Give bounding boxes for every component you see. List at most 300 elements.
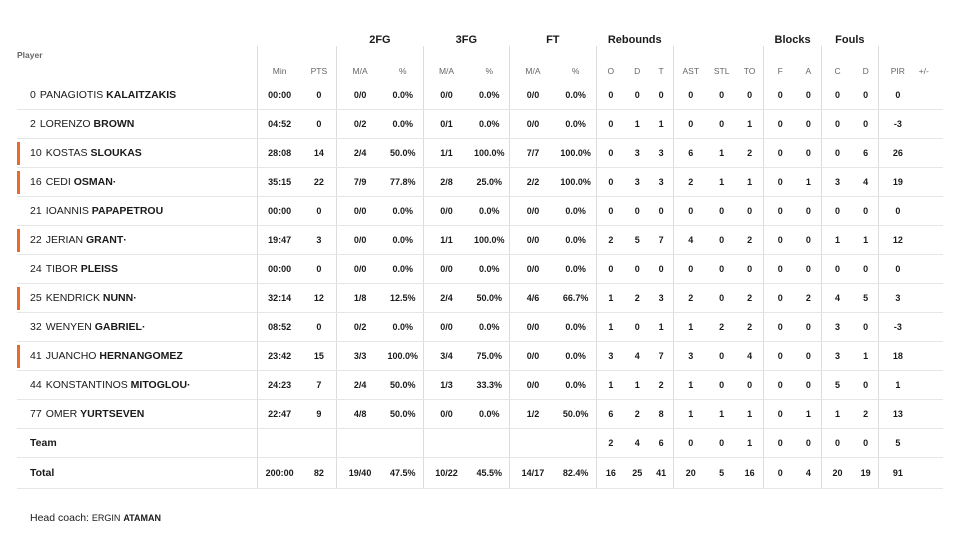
cell-reb-d: 25	[625, 458, 649, 489]
head-coach-first-name: ERGIN	[91, 513, 121, 523]
cell-ft-pct: 0.0%	[556, 371, 596, 400]
cell-min: 200:00	[257, 458, 301, 489]
cell-min: 35:15	[257, 168, 301, 197]
cell-stl: 5	[708, 458, 736, 489]
player-number: 0	[30, 89, 36, 101]
cell-to: 0	[736, 81, 764, 110]
cell-reb-d: 4	[625, 429, 649, 458]
cell-blk-f: 0	[764, 371, 796, 400]
cell-pts: 22	[302, 168, 337, 197]
cell-ast: 0	[673, 81, 707, 110]
group-rebounds: Rebounds	[607, 34, 662, 46]
cell-3fg-pct: 0.0%	[469, 197, 509, 226]
player-number: 41	[30, 350, 42, 362]
boxscore	[17, 28, 943, 489]
player-first-name: JERIAN	[45, 234, 84, 246]
cell-to: 1	[736, 429, 764, 458]
cell-plus-minus	[917, 313, 943, 342]
cell-3fg-ma: 3/4	[423, 342, 469, 371]
cell-reb-d: 0	[625, 197, 649, 226]
cell-foul-c: 0	[821, 429, 853, 458]
player-last-name: PLEISS	[80, 263, 119, 275]
cell-reb-o: 0	[596, 168, 625, 197]
cell-pir: 3	[879, 284, 917, 313]
cell-reb-t: 0	[649, 81, 673, 110]
cell-reb-t: 0	[649, 197, 673, 226]
cell-3fg-pct: 0.0%	[469, 400, 509, 429]
cell-plus-minus	[917, 400, 943, 429]
cell-pir: 18	[879, 342, 917, 371]
cell-blk-a: 2	[796, 284, 821, 313]
cell-ft-pct: 82.4%	[556, 458, 596, 489]
col-foul-d: D	[862, 66, 869, 76]
cell-blk-f: 0	[764, 342, 796, 371]
cell-blk-f: 0	[764, 284, 796, 313]
player-number: 24	[30, 263, 42, 275]
col-reb-o: O	[596, 46, 625, 81]
cell-reb-t: 1	[649, 313, 673, 342]
cell-ast: 6	[673, 139, 707, 168]
col-stl: STL	[713, 66, 730, 76]
cell-pts: 0	[302, 110, 337, 139]
cell-plus-minus	[917, 342, 943, 371]
player-number: 44	[30, 379, 42, 391]
cell-3fg-pct: 100.0%	[469, 226, 509, 255]
player-last-name: SLOUKAS	[90, 147, 142, 159]
cell-reb-o: 0	[596, 81, 625, 110]
cell-2fg-pct: 100.0%	[383, 342, 423, 371]
cell-2fg-pct: 0.0%	[383, 313, 423, 342]
total-row	[17, 458, 943, 489]
cell-pir: 0	[879, 81, 917, 110]
cell-3fg-ma: 0/0	[423, 400, 469, 429]
player-first-name: PANAGIOTIS	[39, 89, 104, 101]
cell-2fg-pct: 0.0%	[383, 81, 423, 110]
cell-ast: 0	[673, 110, 707, 139]
cell-to: 1	[736, 110, 764, 139]
head-coach-label: Head coach:	[30, 512, 89, 524]
cell-foul-c: 3	[821, 168, 853, 197]
cell-ft-pct: 0.0%	[556, 313, 596, 342]
cell-ast: 4	[673, 226, 707, 255]
col-ft-ma: M/A	[510, 46, 556, 81]
starter-marker	[17, 287, 20, 310]
cell-3fg-ma: 1/1	[423, 226, 469, 255]
cell-plus-minus	[917, 255, 943, 284]
cell-foul-d: 0	[853, 197, 878, 226]
cell-reb-o: 1	[596, 284, 625, 313]
cell-foul-c: 0	[821, 197, 853, 226]
player-row	[17, 139, 943, 168]
cell-pir: 5	[879, 429, 917, 458]
cell-reb-o: 2	[596, 429, 625, 458]
cell-2fg-ma: 0/0	[337, 226, 383, 255]
cell-ft-pct: 0.0%	[556, 342, 596, 371]
group-blocks: Blocks	[774, 34, 811, 46]
cell-foul-d: 4	[853, 168, 878, 197]
cell-foul-d: 0	[853, 313, 878, 342]
player-name-cell[interactable]	[17, 313, 257, 342]
col-foul-c: C	[821, 46, 853, 81]
player-last-name: HERNANGOMEZ	[99, 350, 183, 362]
cell-2fg-ma: 0/0	[337, 255, 383, 284]
total-label: Total	[17, 458, 257, 489]
group-header-row	[17, 28, 943, 46]
cell-ft-ma: 14/17	[510, 458, 556, 489]
cell-foul-c: 1	[821, 400, 853, 429]
cell-reb-d: 3	[625, 168, 649, 197]
cell-foul-d: 0	[853, 429, 878, 458]
cell-foul-c: 3	[821, 313, 853, 342]
cell-2fg-pct	[383, 429, 423, 458]
cell-reb-d: 3	[625, 139, 649, 168]
cell-ft-pct	[556, 429, 596, 458]
player-name-cell[interactable]	[17, 197, 257, 226]
cell-to: 2	[736, 226, 764, 255]
cell-pts: 12	[302, 284, 337, 313]
cell-3fg-pct: 100.0%	[469, 139, 509, 168]
cell-reb-t: 41	[649, 458, 673, 489]
cell-reb-t: 1	[649, 110, 673, 139]
cell-blk-a: 0	[796, 81, 821, 110]
player-name-cell[interactable]	[17, 226, 257, 255]
cell-foul-c: 5	[821, 371, 853, 400]
cell-stl: 0	[708, 81, 736, 110]
cell-2fg-pct: 0.0%	[383, 110, 423, 139]
cell-2fg-ma: 0/0	[337, 81, 383, 110]
player-name-cell[interactable]	[17, 284, 257, 313]
cell-reb-d: 0	[625, 255, 649, 284]
summary-rows	[17, 429, 943, 489]
cell-ft-pct: 0.0%	[556, 81, 596, 110]
cell-blk-a: 0	[796, 255, 821, 284]
cell-blk-a: 0	[796, 139, 821, 168]
col-3fg-pct: %	[485, 66, 493, 76]
cell-2fg-ma: 0/0	[337, 197, 383, 226]
cell-foul-d: 1	[853, 342, 878, 371]
cell-to: 2	[736, 139, 764, 168]
cell-ast: 3	[673, 342, 707, 371]
cell-stl: 0	[708, 197, 736, 226]
cell-to: 1	[736, 168, 764, 197]
cell-ast: 0	[673, 429, 707, 458]
cell-reb-t: 0	[649, 255, 673, 284]
cell-3fg-pct: 33.3%	[469, 371, 509, 400]
player-first-name: CEDI	[45, 176, 71, 188]
cell-ast: 1	[673, 400, 707, 429]
group-fouls: Fouls	[835, 34, 865, 46]
cell-min: 00:00	[257, 197, 301, 226]
cell-reb-o: 3	[596, 342, 625, 371]
cell-3fg-ma: 0/0	[423, 81, 469, 110]
player-first-name: JUANCHO	[45, 350, 97, 362]
cell-blk-f: 0	[764, 255, 796, 284]
cell-3fg-ma: 0/1	[423, 110, 469, 139]
cell-blk-a: 0	[796, 197, 821, 226]
cell-foul-c: 4	[821, 284, 853, 313]
starter-marker	[17, 229, 20, 252]
cell-stl: 0	[708, 255, 736, 284]
boxscore-table	[17, 28, 943, 489]
cell-reb-o: 0	[596, 139, 625, 168]
cell-foul-d: 0	[853, 255, 878, 284]
cell-ft-ma: 2/2	[510, 168, 556, 197]
cell-pts: 3	[302, 226, 337, 255]
group-ft: FT	[546, 34, 560, 46]
player-last-name: GRANT·	[85, 234, 127, 246]
cell-foul-d: 19	[853, 458, 878, 489]
cell-plus-minus	[917, 458, 943, 489]
cell-ft-ma: 0/0	[510, 110, 556, 139]
cell-blk-f: 0	[764, 313, 796, 342]
cell-foul-d: 2	[853, 400, 878, 429]
group-3fg: 3FG	[455, 34, 478, 46]
cell-plus-minus	[917, 371, 943, 400]
cell-2fg-ma: 7/9	[337, 168, 383, 197]
cell-stl: 1	[708, 168, 736, 197]
player-number: 25	[30, 292, 42, 304]
cell-reb-o: 0	[596, 255, 625, 284]
cell-2fg-ma: 3/3	[337, 342, 383, 371]
cell-plus-minus	[917, 284, 943, 313]
cell-pts: 15	[302, 342, 337, 371]
cell-pts: 9	[302, 400, 337, 429]
cell-to: 2	[736, 284, 764, 313]
player-first-name: OMER	[45, 408, 78, 420]
cell-pts: 0	[302, 255, 337, 284]
player-name-cell[interactable]	[17, 342, 257, 371]
player-first-name: LORENZO	[39, 118, 91, 130]
column-header-row	[17, 46, 943, 81]
cell-blk-f: 0	[764, 400, 796, 429]
cell-foul-c: 1	[821, 226, 853, 255]
cell-ft-pct: 50.0%	[556, 400, 596, 429]
cell-ft-pct: 0.0%	[556, 110, 596, 139]
player-last-name: MITOGLOU·	[130, 379, 191, 391]
cell-reb-o: 0	[596, 110, 625, 139]
player-name-cell[interactable]	[17, 168, 257, 197]
cell-stl: 0	[708, 284, 736, 313]
player-name-cell[interactable]	[17, 110, 257, 139]
player-first-name: KONSTANTINOS	[45, 379, 128, 391]
cell-2fg-pct: 12.5%	[383, 284, 423, 313]
col-to: TO	[743, 66, 756, 76]
cell-ast: 1	[673, 313, 707, 342]
cell-pir: 0	[879, 255, 917, 284]
cell-3fg-pct: 0.0%	[469, 110, 509, 139]
cell-foul-c: 3	[821, 342, 853, 371]
cell-foul-d: 1	[853, 226, 878, 255]
cell-plus-minus	[917, 226, 943, 255]
player-row	[17, 168, 943, 197]
player-number: 77	[30, 408, 42, 420]
cell-stl: 0	[708, 110, 736, 139]
cell-ast: 0	[673, 255, 707, 284]
cell-blk-a: 1	[796, 400, 821, 429]
cell-pts: 7	[302, 371, 337, 400]
player-row	[17, 400, 943, 429]
player-number: 21	[30, 205, 42, 217]
player-row	[17, 110, 943, 139]
cell-to: 0	[736, 371, 764, 400]
cell-plus-minus	[917, 429, 943, 458]
cell-3fg-ma: 0/0	[423, 313, 469, 342]
player-name-cell[interactable]	[17, 255, 257, 284]
cell-pts: 14	[302, 139, 337, 168]
cell-3fg-ma: 10/22	[423, 458, 469, 489]
cell-ft-pct: 66.7%	[556, 284, 596, 313]
cell-2fg-pct: 0.0%	[383, 255, 423, 284]
cell-blk-f: 0	[764, 168, 796, 197]
cell-ft-pct: 0.0%	[556, 197, 596, 226]
cell-reb-o: 6	[596, 400, 625, 429]
player-name-cell[interactable]	[17, 81, 257, 110]
player-name-cell[interactable]	[17, 371, 257, 400]
cell-3fg-ma: 1/3	[423, 371, 469, 400]
cell-foul-d: 5	[853, 284, 878, 313]
cell-3fg-pct: 0.0%	[469, 313, 509, 342]
cell-ft-ma: 0/0	[510, 81, 556, 110]
cell-ft-ma: 1/2	[510, 400, 556, 429]
cell-2fg-ma: 4/8	[337, 400, 383, 429]
player-first-name: KOSTAS	[45, 147, 88, 159]
cell-blk-f: 0	[764, 429, 796, 458]
cell-blk-f: 0	[764, 110, 796, 139]
cell-reb-d: 2	[625, 284, 649, 313]
col-reb-d: D	[634, 66, 641, 76]
player-row	[17, 313, 943, 342]
cell-blk-a: 0	[796, 429, 821, 458]
cell-to: 4	[736, 342, 764, 371]
cell-ft-ma: 0/0	[510, 371, 556, 400]
cell-pts: 0	[302, 81, 337, 110]
cell-ast: 2	[673, 168, 707, 197]
cell-reb-t: 7	[649, 226, 673, 255]
group-2fg: 2FG	[369, 34, 391, 46]
cell-3fg-pct: 50.0%	[469, 284, 509, 313]
cell-ft-pct: 100.0%	[556, 139, 596, 168]
cell-to: 0	[736, 197, 764, 226]
cell-2fg-pct: 0.0%	[383, 197, 423, 226]
cell-blk-a: 0	[796, 313, 821, 342]
starter-marker	[17, 345, 20, 368]
cell-stl: 0	[708, 429, 736, 458]
cell-pir: 26	[879, 139, 917, 168]
player-row	[17, 226, 943, 255]
player-first-name: IOANNIS	[45, 205, 89, 217]
player-first-name: TIBOR	[45, 263, 78, 275]
col-2fg-pct: %	[399, 66, 407, 76]
cell-reb-d: 2	[625, 400, 649, 429]
cell-min: 19:47	[257, 226, 301, 255]
cell-ft-pct: 0.0%	[556, 255, 596, 284]
cell-foul-c: 20	[821, 458, 853, 489]
player-number: 16	[30, 176, 42, 188]
cell-reb-t: 3	[649, 284, 673, 313]
cell-pir: 0	[879, 197, 917, 226]
starter-marker	[17, 171, 20, 194]
cell-foul-c: 0	[821, 81, 853, 110]
cell-reb-o: 1	[596, 371, 625, 400]
cell-min: 04:52	[257, 110, 301, 139]
cell-reb-t: 6	[649, 429, 673, 458]
col-min: Min	[257, 46, 301, 81]
cell-min	[257, 429, 301, 458]
player-last-name: YURTSEVEN	[80, 408, 145, 420]
cell-min: 00:00	[257, 255, 301, 284]
cell-ft-pct: 100.0%	[556, 168, 596, 197]
col-ast: AST	[673, 46, 707, 81]
cell-2fg-pct: 77.8%	[383, 168, 423, 197]
player-name-cell[interactable]	[17, 139, 257, 168]
player-row	[17, 284, 943, 313]
cell-pts	[302, 429, 337, 458]
cell-2fg-pct: 50.0%	[383, 400, 423, 429]
cell-plus-minus	[917, 139, 943, 168]
cell-min: 23:42	[257, 342, 301, 371]
cell-foul-d: 0	[853, 110, 878, 139]
cell-to: 1	[736, 400, 764, 429]
cell-pts: 0	[302, 197, 337, 226]
cell-reb-t: 3	[649, 168, 673, 197]
cell-reb-d: 5	[625, 226, 649, 255]
cell-min: 00:00	[257, 81, 301, 110]
team-label: Team	[17, 429, 257, 458]
cell-stl: 2	[708, 313, 736, 342]
cell-min: 32:14	[257, 284, 301, 313]
player-first-name: WENYEN	[45, 321, 92, 333]
cell-blk-a: 4	[796, 458, 821, 489]
cell-foul-c: 0	[821, 110, 853, 139]
cell-reb-o: 2	[596, 226, 625, 255]
cell-pir: -3	[879, 110, 917, 139]
cell-3fg-pct: 0.0%	[469, 255, 509, 284]
cell-pir: 1	[879, 371, 917, 400]
cell-plus-minus	[917, 197, 943, 226]
col-pir: PIR	[879, 46, 917, 81]
cell-reb-t: 8	[649, 400, 673, 429]
cell-pts: 0	[302, 313, 337, 342]
cell-reb-o: 16	[596, 458, 625, 489]
cell-reb-t: 3	[649, 139, 673, 168]
cell-reb-d: 1	[625, 371, 649, 400]
player-first-name: KENDRICK	[45, 292, 100, 304]
player-last-name: GABRIEL·	[94, 321, 146, 333]
cell-3fg-ma: 0/0	[423, 197, 469, 226]
cell-3fg-pct: 25.0%	[469, 168, 509, 197]
cell-3fg-pct	[469, 429, 509, 458]
cell-foul-d: 0	[853, 371, 878, 400]
player-row	[17, 371, 943, 400]
col-ft-pct: %	[571, 66, 580, 76]
cell-blk-f: 0	[764, 458, 796, 489]
player-row	[17, 342, 943, 371]
col-plus-minus: +/-	[918, 66, 929, 76]
player-name-cell[interactable]	[17, 400, 257, 429]
cell-reb-o: 1	[596, 313, 625, 342]
cell-reb-t: 7	[649, 342, 673, 371]
head-coach-last-name: ATAMAN	[123, 513, 161, 523]
team-row	[17, 429, 943, 458]
cell-foul-d: 0	[853, 81, 878, 110]
cell-ft-ma: 0/0	[510, 342, 556, 371]
player-last-name: OSMAN·	[73, 176, 117, 188]
cell-reb-d: 0	[625, 81, 649, 110]
cell-reb-t: 2	[649, 371, 673, 400]
player-number: 22	[30, 234, 42, 246]
cell-pir: -3	[879, 313, 917, 342]
cell-blk-a: 0	[796, 226, 821, 255]
